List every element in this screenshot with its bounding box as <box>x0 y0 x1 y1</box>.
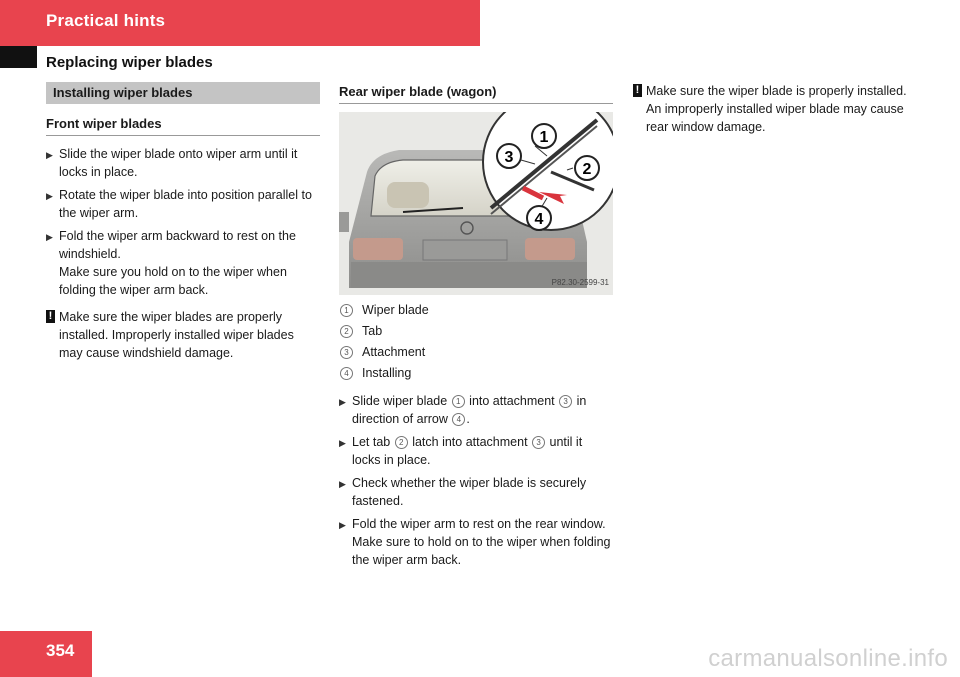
list-item: ▶ Let tab 2 latch into attachment 3 until it locks in place. <box>339 435 583 467</box>
list-item: ▶ Slide wiper blade 1 into attachment 3 in direction of arrow 4 . <box>339 394 587 426</box>
bullet-arrow-icon: ▶ <box>339 438 346 448</box>
list-item: ▶ Slide the wiper blade onto wiper arm until it locks in place. <box>46 147 298 179</box>
chapter-title: Practical hints <box>46 11 166 30</box>
warning-text: Make sure the wiper blade is properly installed. An improperly installed wiper blade may cause rear window damage. <box>646 84 907 134</box>
callout-label: 2 <box>582 161 592 178</box>
figure-code: P82.30-2599-31 <box>551 278 609 287</box>
rear-wiper-steps <box>339 392 613 569</box>
front-warning <box>46 308 320 362</box>
warning-icon: ! <box>46 310 55 323</box>
callout-label: 4 <box>534 211 544 228</box>
bullet-arrow-icon: ▶ <box>339 479 346 489</box>
column-rear-warning <box>633 82 907 136</box>
watermark: carmanualsonline.info <box>708 645 948 672</box>
front-wiper-steps <box>46 145 320 299</box>
bullet-arrow-icon: ▶ <box>46 150 53 160</box>
legend-item: 3 Attachment <box>339 343 613 361</box>
legend-item: 4 Installing <box>339 364 613 382</box>
column-front-wiper <box>46 82 320 362</box>
callout-label: 3 <box>504 149 514 166</box>
legend-number: 3 <box>340 346 353 359</box>
warning-text: Make sure the wiper blades are properly installed. Improperly installed wiper blades may cause windshield damage. <box>59 310 294 360</box>
bullet-arrow-icon: ▶ <box>339 397 346 407</box>
rear-warning <box>633 82 907 136</box>
rear-wiper-figure <box>339 112 613 295</box>
legend-number: 1 <box>340 304 353 317</box>
installing-box-title: Installing wiper blades <box>46 82 320 104</box>
rear-wiper-subhead: Rear wiper blade (wagon) <box>339 83 613 104</box>
bullet-arrow-icon: ▶ <box>46 191 53 201</box>
warning-icon: ! <box>633 84 642 97</box>
list-item: ▶ Rotate the wiper blade into position parallel to the wiper arm. <box>46 188 312 220</box>
step-note: Make sure to hold on to the wiper when folding the wiper arm back. <box>352 535 611 567</box>
legend-item: 1 Wiper blade <box>339 301 613 319</box>
legend-item: 2 Tab <box>339 322 613 340</box>
list-item: ▶ Fold the wiper arm backward to rest on the windshield. Make sure you hold on to the wiper when folding the wiper arm back. <box>46 227 320 299</box>
list-item: ▶ Check whether the wiper blade is securely fastened. <box>339 476 587 508</box>
bullet-arrow-icon: ▶ <box>46 232 53 242</box>
step-note: Make sure you hold on to the wiper when folding the wiper arm back. <box>59 265 287 297</box>
figure-legend <box>339 301 613 382</box>
legend-number: 2 <box>340 325 353 338</box>
page-number: 354 <box>46 641 75 660</box>
legend-number: 4 <box>340 367 353 380</box>
wagon-rear-illustration <box>339 112 613 295</box>
column-rear-wiper <box>339 82 613 574</box>
callout-label: 1 <box>539 129 549 146</box>
section-title: Replacing wiper blades <box>46 54 213 71</box>
bullet-arrow-icon: ▶ <box>339 520 346 530</box>
header-tab-marker <box>0 46 37 68</box>
front-wiper-subhead: Front wiper blades <box>46 115 320 136</box>
list-item: ▶ Fold the wiper arm to rest on the rear window. Make sure to hold on to the wiper when folding the wiper arm back. <box>339 515 613 569</box>
